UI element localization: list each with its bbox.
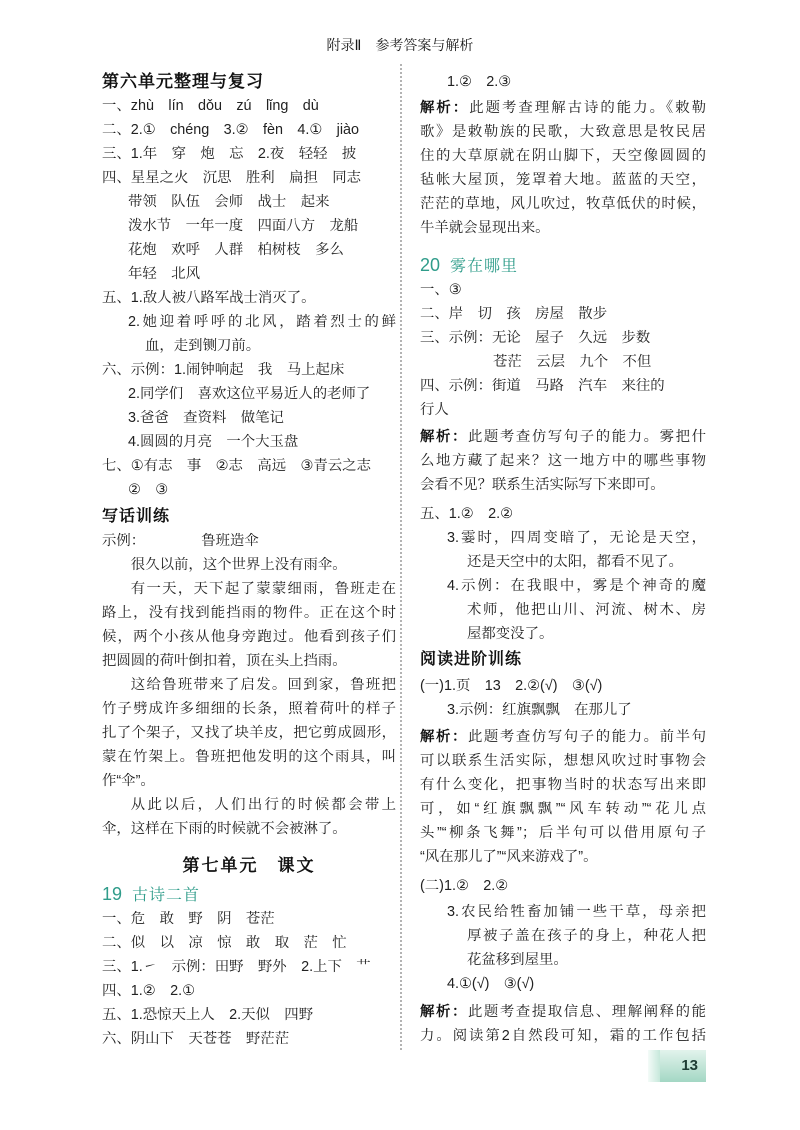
answer-line: 五、1.② 2.②	[420, 506, 513, 522]
answer-line: 苍茫 云层 九个 不但	[493, 354, 652, 370]
essay-line: 作“伞”。	[102, 773, 155, 789]
answer-line: 二、岸 切 孩 房屋 散步	[420, 306, 608, 322]
example-label: 示例：	[102, 533, 146, 549]
essay-line: 蒙在竹架上。鲁班把他发明的这个雨具，叫	[102, 749, 396, 765]
page-number: 13	[681, 1057, 698, 1074]
analysis-line	[420, 725, 706, 749]
essay-line: 有一天，天下起了蒙蒙细雨，鲁班走在	[130, 581, 396, 597]
analysis-label: 解析：	[420, 729, 468, 745]
answer-line: 带领 队伍 会师 战士 起来	[128, 194, 330, 210]
lesson-number: 19	[102, 884, 123, 904]
answer-line: (一)1.页 13 2.②(√) ③(√)	[420, 678, 603, 694]
answer-line: 3.爸爸 查资料 做笔记	[128, 410, 284, 426]
essay-line: 伞，这样在下雨的时候就不会被淋了。	[102, 821, 347, 837]
answer-line: 行人	[420, 402, 449, 418]
analysis-line	[420, 96, 706, 120]
essay-title: 鲁班造伞	[201, 533, 259, 549]
analysis-text: 此题考查仿写句子的能力。前半句	[467, 729, 706, 745]
answer-line: 4.圆圆的月亮 一个大玉盘	[128, 434, 299, 450]
analysis-line	[420, 1000, 706, 1024]
right-column	[420, 70, 706, 1048]
analysis-label: 解析：	[420, 100, 470, 116]
essay-line: 候，两个小孩从他身旁跑过。他看到孩子们	[102, 629, 396, 645]
reading-title: 阅读进阶训练	[420, 651, 523, 668]
answer-line: 三、1.㇀ 示例：田野 野外 2.上下 艹	[102, 959, 371, 975]
essay-line: 这给鲁班带来了启发。回到家，鲁班把	[130, 677, 396, 693]
answer-line: (二)1.② 2.②	[420, 878, 509, 894]
answer-line: 2.同学们 喜欢这位平易近人的老师了	[128, 386, 371, 402]
answer-line: 三、1.年 穿 炮 忘 2.夜 轻轻 披	[102, 146, 357, 162]
left-column	[102, 70, 396, 1051]
essay-line: 很久以前，这个世界上没有雨伞。	[130, 557, 347, 573]
lesson-number: 20	[420, 255, 441, 275]
answer-line: 3.农民给牲畜加铺一些干草，母亲把	[447, 904, 706, 920]
essay-line: 竹子劈成许多细细的长条，照着荷叶的样子	[102, 701, 396, 717]
answer-line: 还是天空中的太阳，都看不见了。	[467, 554, 683, 570]
answer-line: 1.② 2.③	[447, 74, 512, 90]
answer-line: 五、1.敌人被八路军战士消灭了。	[102, 290, 316, 306]
answer-line: 四、1.② 2.①	[102, 983, 195, 999]
analysis-line: 可以联系生活实际，想想风吹过时事物会	[420, 753, 706, 769]
analysis-line: 歌》是敕勒族的民歌，大致意思是牧民居	[420, 124, 706, 140]
analysis-line: 可，如“红旗飘飘”“风车转动”“花儿点	[420, 801, 706, 817]
answer-line: 五、1.恐惊天上人 2.天似 四野	[102, 1007, 314, 1023]
answer-line: ② ③	[128, 482, 169, 498]
analysis-text: 此题考查仿写句子的能力。雾把什	[467, 429, 706, 445]
analysis-line: 有什么变化，把事物当时的状态写出来即	[420, 777, 706, 793]
answer-line: 2.她迎着呼呼的北风，踏着烈士的鲜	[128, 314, 396, 330]
header-title: 参考答案与解析	[375, 37, 474, 53]
analysis-label: 解析：	[420, 1004, 468, 1020]
answer-line: 六、示例：1.闹钟响起 我 马上起床	[102, 362, 345, 378]
analysis-label: 解析：	[420, 429, 468, 445]
analysis-text: 此题考查理解古诗的能力。《敕勒	[469, 100, 706, 116]
analysis-line: 么地方藏了起来？这一地方中的哪些事物	[420, 453, 706, 469]
writing-title: 写话训练	[102, 508, 171, 525]
lesson19-title	[102, 881, 396, 907]
answer-line: 年轻 北风	[128, 266, 200, 282]
analysis-text: 此题考查提取信息、理解阐释的能	[467, 1004, 706, 1020]
answer-line: 术师，他把山川、河流、树木、房	[467, 602, 706, 618]
answer-line: 二、似 以 凉 惊 敢 取 茫 忙	[102, 935, 347, 951]
answer-line: 3.示例：红旗飘飘 在那儿了	[447, 702, 632, 718]
answer-line: 三、示例：无论 屋子 久远 步数	[420, 330, 651, 346]
analysis-line: 头”“柳条飞舞”；后半句可以借用原句子	[420, 825, 706, 841]
page-number-tab	[648, 1050, 706, 1082]
page-header	[0, 34, 800, 56]
answer-line: 花盆移到屋里。	[467, 952, 568, 968]
lesson20-title	[420, 252, 706, 278]
essay-line: 扎了个架子，又找了块羊皮，把它剪成圆形，	[102, 725, 396, 741]
essay-line: 从此以后，人们出行的时候都会带上	[130, 797, 396, 813]
analysis-line: 茫茫的草地，风儿吹过，牧草低伏的时候，	[420, 196, 706, 212]
answer-line: 4.①(√) ③(√)	[447, 976, 535, 992]
answer-line: 厚被子盖在孩子的身上，种花人把	[467, 928, 706, 944]
answer-line: 二、2.① chéng 3.② fèn 4.① jiào	[102, 122, 360, 138]
essay-line: 把圆圆的荷叶倒扣着，顶在头上挡雨。	[102, 653, 347, 669]
answer-line: 一、zhù lín dǒu zú lǐng dù	[102, 98, 319, 114]
unit7-title: 第七单元 课文	[182, 856, 316, 875]
answer-line: 血，走到铡刀前。	[145, 338, 261, 354]
page-tab-fold	[648, 1050, 660, 1082]
essay-line: 路上，没有找到能挡雨的物件。正在这个时	[102, 605, 396, 621]
appendix-label: 附录Ⅱ	[326, 37, 362, 53]
column-divider	[400, 64, 402, 1050]
answer-line: 3.霎时，四周变暗了，无论是天空，	[447, 530, 706, 546]
answer-line: 4.示例：在我眼中，雾是个神奇的魔	[447, 578, 706, 594]
lesson-name: 雾在哪里	[450, 258, 519, 275]
analysis-line: 毡帐大屋顶，笼罩着大地。蓝蓝的天空，	[420, 172, 706, 188]
analysis-line: 牛羊就会显现出来。	[420, 220, 550, 236]
analysis-line	[420, 425, 706, 449]
answer-line: 一、③	[420, 282, 462, 298]
answer-line: 一、危 敢 野 阴 苍茫	[102, 911, 275, 927]
answer-line: 七、①有志 事 ②志 高远 ③青云之志	[102, 458, 371, 474]
answer-line: 屋都变没了。	[467, 626, 554, 642]
analysis-line: 力。阅读第2自然段可知，霜的工作包括	[420, 1028, 706, 1044]
analysis-line: 住的大草原就在阴山脚下，天空像圆圆的	[420, 148, 706, 164]
analysis-line: “风在那儿了”“风来游戏了”。	[420, 849, 598, 865]
answer-line: 花炮 欢呼 人群 柏树枝 多么	[128, 242, 344, 258]
analysis-line: 会看不见？联系生活实际写下来即可。	[420, 477, 665, 493]
answer-line: 四、星星之火 沉思 胜利 扁担 同志	[102, 170, 362, 186]
essay-header	[102, 529, 396, 553]
answer-line: 六、阴山下 天苍苍 野茫茫	[102, 1031, 290, 1047]
answer-line: 四、示例：街道 马路 汽车 来往的	[420, 378, 665, 394]
lesson-name: 古诗二首	[132, 887, 201, 904]
answer-line: 泼水节 一年一度 四面八方 龙船	[128, 218, 359, 234]
unit6-title: 第六单元整理与复习	[102, 72, 264, 91]
